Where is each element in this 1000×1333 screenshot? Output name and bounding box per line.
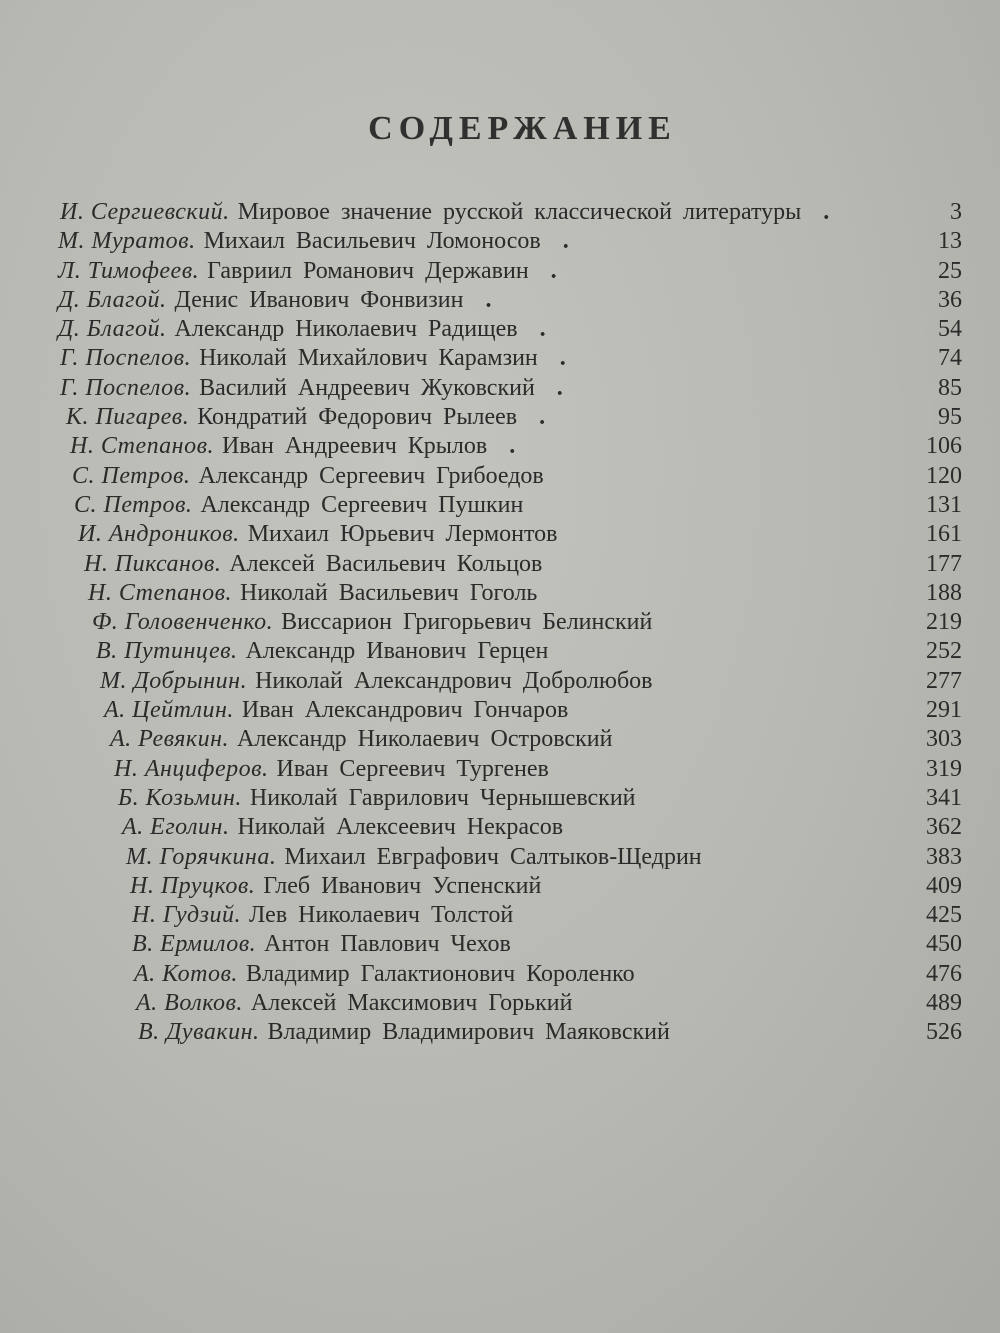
toc-entry-text: [118, 784, 636, 813]
toc-entry: [0, 462, 1000, 491]
toc-page-number: 219: [926, 609, 962, 636]
toc-subject: Иван Андреевич Крылов: [222, 433, 488, 460]
toc-author: М. Добрынин.: [100, 667, 248, 694]
toc-page-number: 252: [926, 638, 962, 665]
toc-entry-text: [60, 198, 829, 227]
toc-entry: [0, 198, 1000, 227]
toc-author: К. Пигарев.: [66, 404, 190, 431]
toc-subject: Иван Сергеевич Тургенев: [276, 755, 549, 782]
toc-author: Г. Поспелов.: [60, 374, 192, 401]
toc-entry-text: [58, 315, 546, 344]
toc-author: Ф. Головенченко.: [92, 609, 274, 636]
toc-page-number: 25: [938, 257, 962, 284]
toc-page-number: 36: [938, 286, 962, 313]
toc-author: А. Котов.: [134, 960, 238, 987]
toc-page-number: 161: [926, 521, 962, 548]
toc-entry: [0, 286, 1000, 315]
toc-entry: [0, 637, 1000, 666]
toc-entry-text: [92, 608, 652, 637]
toc-page-number: 291: [926, 697, 962, 724]
toc-subject: Михаил Васильевич Ломоносов: [203, 228, 541, 255]
toc-entry: [0, 520, 1000, 549]
toc-author: В. Ермилов.: [132, 931, 257, 958]
toc-page-number: 85: [938, 374, 962, 401]
toc-entry: [0, 813, 1000, 842]
table-of-contents: [0, 198, 1000, 1048]
toc-entry: [0, 930, 1000, 959]
toc-author: Н. Пруцков.: [130, 872, 256, 899]
toc-subject: Николай Александрович Добролюбов: [255, 667, 653, 694]
toc-subject: Александр Николаевич Островский: [237, 726, 613, 753]
toc-entry-text: [58, 227, 569, 256]
toc-author: Н. Анциферов.: [114, 755, 269, 782]
toc-subject: Лев Николаевич Толстой: [249, 902, 514, 929]
toc-entry-text: [110, 725, 612, 754]
toc-entry: [0, 784, 1000, 813]
toc-author: И. Андроников.: [78, 521, 240, 548]
leader-dot: .: [559, 345, 566, 372]
toc-page-number: 425: [926, 902, 962, 929]
toc-subject: Василий Андреевич Жуковский: [199, 374, 535, 401]
toc-entry-text: [138, 1018, 670, 1047]
toc-entry: [0, 344, 1000, 373]
toc-entry-text: [58, 286, 491, 315]
toc-author: Л. Тимофеев.: [58, 257, 200, 284]
toc-entry: [0, 579, 1000, 608]
toc-entry-text: [66, 403, 545, 432]
toc-entry-text: [114, 755, 549, 784]
toc-subject: Кондратий Федорович Рылеев: [197, 404, 518, 431]
toc-subject: Николай Алексеевич Некрасов: [237, 814, 564, 841]
toc-page-number: 277: [926, 667, 962, 694]
toc-page-number: 106: [926, 433, 962, 460]
toc-entry: [0, 1018, 1000, 1047]
toc-page-number: 319: [926, 755, 962, 782]
toc-page-number: 303: [926, 726, 962, 753]
toc-entry-text: [88, 579, 537, 608]
toc-entry-text: [132, 901, 513, 930]
toc-page-number: 383: [926, 843, 962, 870]
toc-entry: [0, 872, 1000, 901]
toc-page-number: 526: [926, 1019, 962, 1046]
toc-entry-text: [100, 667, 653, 696]
toc-author: С. Петров.: [74, 491, 193, 518]
toc-author: М. Горячкина.: [126, 843, 277, 870]
toc-subject: Антон Павлович Чехов: [264, 931, 511, 958]
toc-entry: [0, 843, 1000, 872]
toc-entry-text: [136, 989, 572, 1018]
toc-subject: Александр Сергеевич Грибоедов: [198, 462, 544, 489]
toc-author: С. Петров.: [72, 462, 191, 489]
toc-author: В. Путинцев.: [96, 638, 238, 665]
toc-page-number: 74: [938, 345, 962, 372]
toc-author: М. Муратов.: [58, 228, 196, 255]
toc-subject: Иван Александрович Гончаров: [241, 697, 569, 724]
toc-page-number: 95: [938, 404, 962, 431]
toc-subject: Глеб Иванович Успенский: [263, 872, 542, 899]
toc-subject: Михаил Юрьевич Лермонтов: [247, 521, 558, 548]
toc-subject: Денис Иванович Фонвизин: [174, 286, 464, 313]
toc-entry: [0, 755, 1000, 784]
leader-dot: .: [539, 316, 546, 343]
toc-subject: Николай Васильевич Гоголь: [240, 579, 538, 606]
toc-entry: [0, 989, 1000, 1018]
toc-entry-text: [122, 813, 563, 842]
toc-author: Н. Степанов.: [88, 579, 232, 606]
toc-entry-text: [84, 550, 542, 579]
leader-dot: .: [539, 404, 546, 431]
toc-entry-text: [130, 872, 541, 901]
leader-dot: .: [485, 286, 492, 313]
toc-entry-text: [78, 520, 557, 549]
toc-subject: Виссарион Григорьевич Белинский: [281, 609, 653, 636]
toc-author: А. Цейтлин.: [104, 697, 234, 724]
toc-page-number: 341: [926, 784, 962, 811]
toc-author: Д. Благой.: [58, 316, 167, 343]
leader-dot: .: [823, 199, 830, 225]
toc-page-number: 54: [938, 316, 962, 343]
toc-page-number: 177: [926, 550, 962, 577]
toc-author: Б. Козьмин.: [118, 784, 242, 811]
toc-subject: Мировое значение русской классической литературы: [237, 199, 802, 225]
leader-dot: .: [556, 374, 563, 401]
toc-entry: [0, 696, 1000, 725]
toc-page-number: 476: [926, 960, 962, 987]
toc-entry: [0, 725, 1000, 754]
toc-entry: [0, 403, 1000, 432]
toc-author: Н. Пиксанов.: [84, 550, 222, 577]
toc-entry: [0, 901, 1000, 930]
leader-dot: .: [509, 433, 516, 460]
toc-author: Н. Гудзий.: [132, 902, 242, 929]
toc-entry: [0, 227, 1000, 256]
toc-subject: Александр Иванович Герцен: [245, 638, 549, 665]
toc-entry: [0, 608, 1000, 637]
toc-entry: [0, 491, 1000, 520]
toc-entry-text: [58, 257, 557, 286]
leader-dot: .: [562, 228, 569, 255]
toc-author: В. Дувакин.: [138, 1019, 260, 1046]
toc-entry-text: [134, 960, 635, 989]
toc-author: Д. Благой.: [58, 286, 167, 313]
toc-entry: [0, 315, 1000, 344]
toc-entry-text: [74, 491, 523, 520]
toc-subject: Александр Николаевич Радищев: [174, 316, 518, 343]
toc-entry: [0, 257, 1000, 286]
toc-entry-text: [126, 843, 702, 872]
page-title: СОДЕРЖАНИЕ: [368, 110, 677, 147]
toc-subject: Николай Гаврилович Чернышевский: [249, 784, 636, 811]
toc-page-number: 409: [926, 872, 962, 899]
toc-page-number: 362: [926, 814, 962, 841]
toc-author: А. Еголин.: [122, 814, 230, 841]
toc-subject: Алексей Васильевич Кольцов: [229, 550, 543, 577]
toc-entry: [0, 960, 1000, 989]
toc-author: А. Ревякин.: [110, 726, 229, 753]
toc-page-number: 188: [926, 579, 962, 606]
toc-subject: Николай Михайлович Карамзин: [199, 345, 538, 372]
toc-author: И. Сергиевский.: [60, 199, 230, 225]
toc-page-number: 120: [926, 462, 962, 489]
toc-entry-text: [70, 432, 515, 461]
toc-entry: [0, 374, 1000, 403]
toc-entry-text: [104, 696, 568, 725]
toc-page-number: 13: [938, 228, 962, 255]
toc-author: А. Волков.: [136, 990, 243, 1017]
toc-entry: [0, 432, 1000, 461]
toc-entry-text: [96, 637, 548, 666]
toc-subject: Владимир Владимирович Маяковский: [267, 1019, 670, 1046]
toc-subject: Михаил Евграфович Салтыков-Щедрин: [284, 843, 702, 870]
toc-page-number: 489: [926, 990, 962, 1017]
toc-page-number: 3: [950, 199, 962, 225]
toc-author: Г. Поспелов.: [60, 345, 192, 372]
toc-author: Н. Степанов.: [70, 433, 214, 460]
toc-subject: Гавриил Романович Державин: [207, 257, 529, 284]
toc-page-number: 450: [926, 931, 962, 958]
toc-page-number: 131: [926, 491, 962, 518]
toc-subject: Александр Сергеевич Пушкин: [200, 491, 524, 518]
toc-subject: Владимир Галактионович Короленко: [245, 960, 635, 987]
toc-entry-text: [72, 462, 544, 491]
toc-subject: Алексей Максимович Горький: [250, 990, 573, 1017]
toc-entry: [0, 667, 1000, 696]
toc-entry-text: [132, 930, 511, 959]
toc-entry-text: [60, 344, 566, 373]
toc-entry: [0, 550, 1000, 579]
leader-dot: .: [550, 257, 557, 284]
toc-entry-text: [60, 374, 563, 403]
